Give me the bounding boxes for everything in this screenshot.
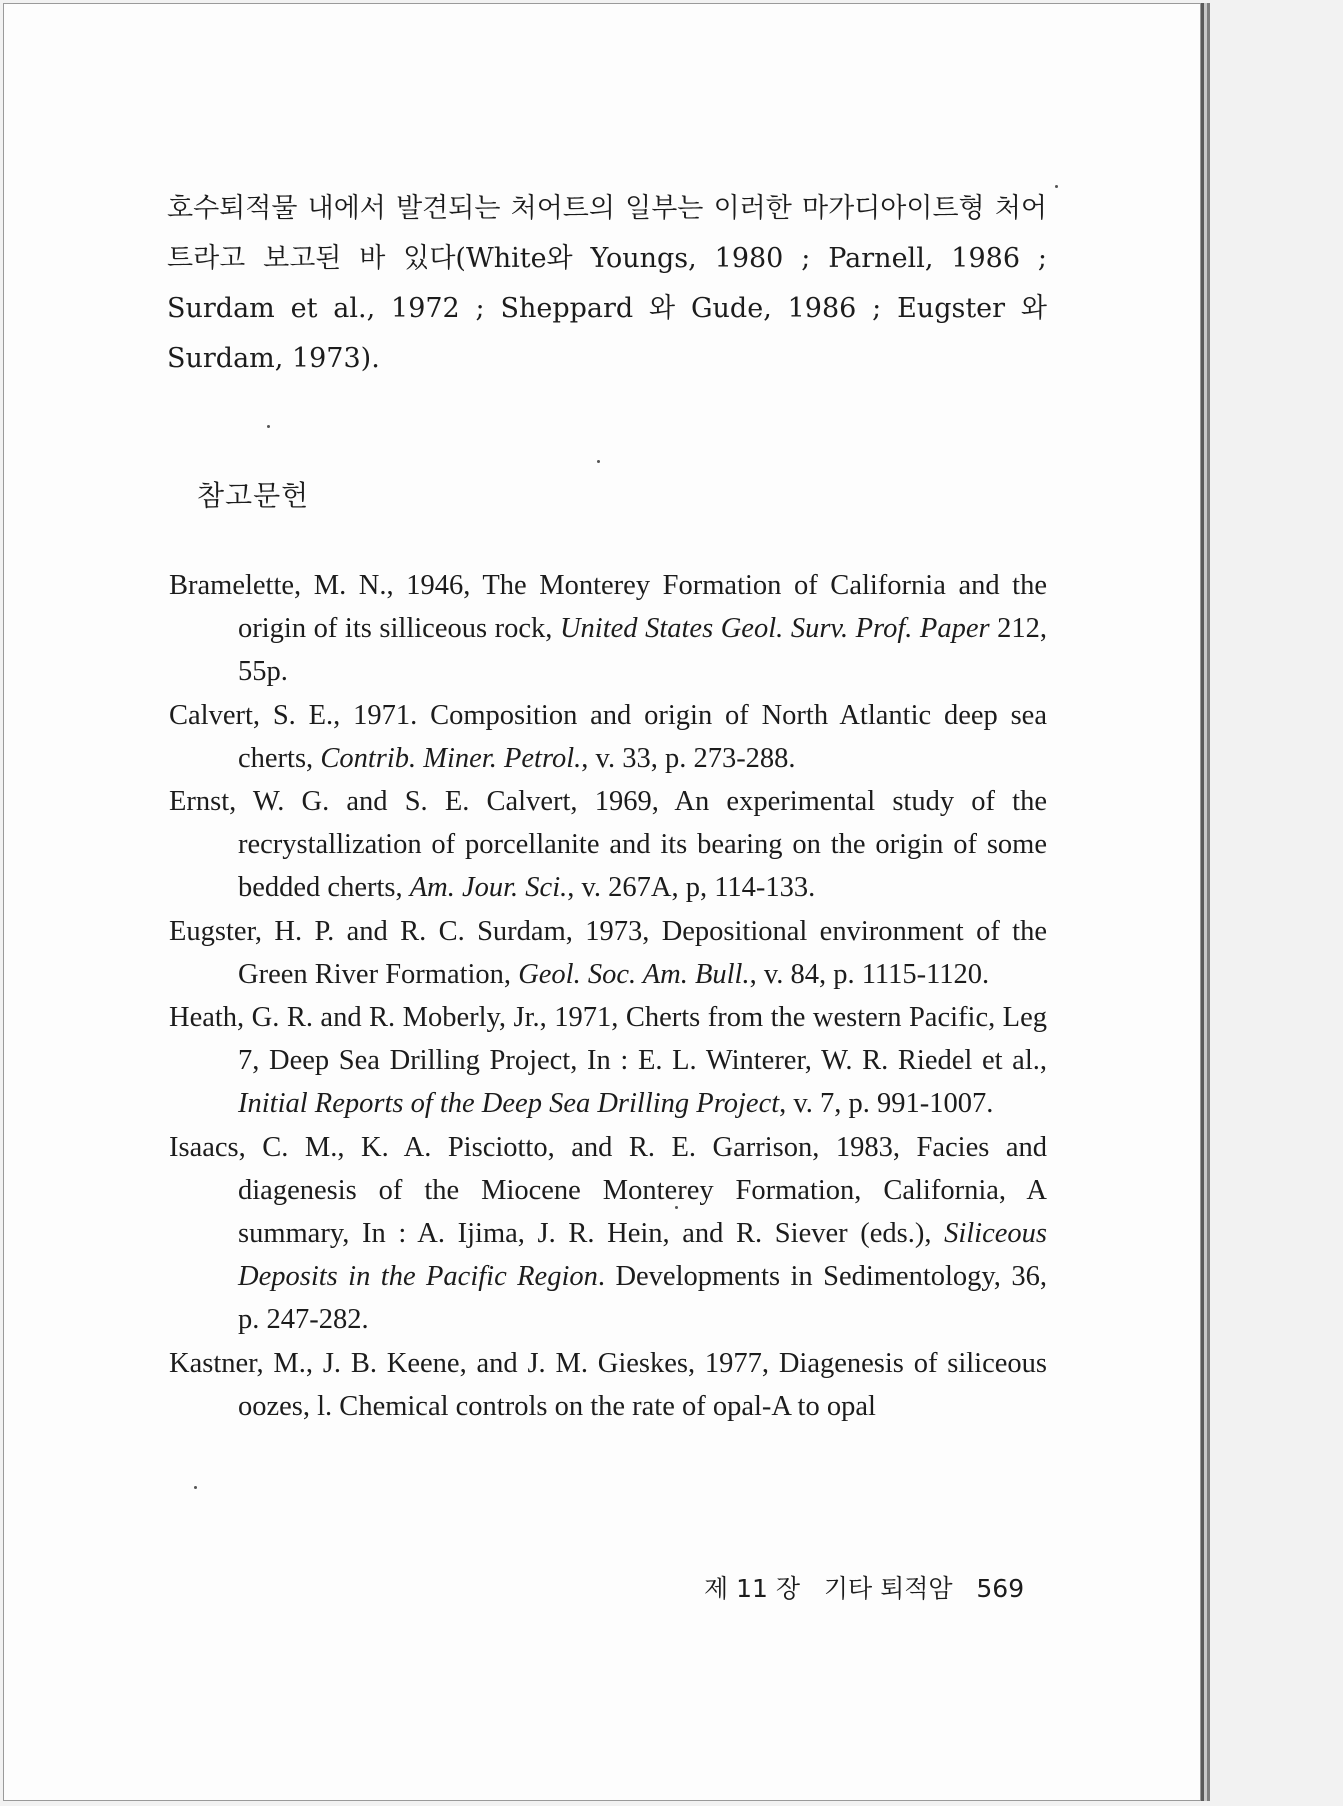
scan-speck [194, 1486, 197, 1489]
reference-item: Isaacs, C. M., K. A. Pisciotto, and R. E. Garrison, 1983, Facies and diagenesis of the Miocene Monterey Formation, California, A summary, In : A. Ijima, J. R. Hein, and R. Siever (eds.), Siliceous Deposits in the Pacific Region. Developments in Sedimentology, 36, p. 247-282. [169, 1131, 1047, 1336]
reference-item: Ernst, W. G. and S. E. Calvert, 1969, An experimental study of the recrystallization of porcellanite and its bearing on the origin of some bedded cherts, Am. Jour. Sci., v. 267A, p, 114-133. [169, 786, 1047, 904]
intro-text: 호수퇴적물 내에서 발견되는 처어트의 일부는 이러한 마가디아이트형 처어트라고 보고된 바 있다(White와 Youngs, 1980 ; Parnell, 1986 ; Surdam et al., 1972 ; Sheppard 와 Gude, 1986 ; Eugster 와 [167, 193, 1047, 324]
reference-item: Heath, G. R. and R. Moberly, Jr., 1971, Cherts from the western Pacific, Leg 7, Deep Sea Drilling Project, In : E. L. Winterer, W. R. Riedel et al., Initial Reports of the Deep Sea Drilling Project, v. 7, p. 991-1007. [169, 1002, 1047, 1120]
intro-paragraph [167, 184, 1047, 384]
scan-speck [597, 460, 600, 463]
book-page [3, 3, 1201, 1801]
reference-item: Kastner, M., J. B. Keene, and J. M. Gieskes, 1977, Diagenesis of siliceous oozes, l. Chemical controls on the rate of opal-A to opal [169, 1347, 1047, 1422]
scan-speck [267, 425, 270, 428]
scan-speck [1055, 185, 1058, 188]
page-footer: 제 11 장 기타 퇴적암 569 [704, 1574, 1025, 1603]
intro-last-line: Surdam, 1973). [167, 343, 380, 374]
reference-item: Bramelette, M. N., 1946, The Monterey Formation of California and the origin of its silliceous rock, United States Geol. Surv. Prof. Paper 212, 55p. [169, 570, 1048, 688]
scan-speck [675, 1206, 678, 1209]
reference-list [169, 564, 1047, 1428]
references-heading: 참고문헌 [197, 479, 310, 512]
reference-item: Eugster, H. P. and R. C. Surdam, 1973, Depositional environment of the Green River Formation, Geol. Soc. Am. Bull., v. 84, p. 1115-1120. [169, 915, 1047, 990]
reference-item: Calvert, S. E., 1971. Composition and origin of North Atlantic deep sea cherts, Contrib. Miner. Petrol., v. 33, p. 273-288. [169, 699, 1047, 774]
